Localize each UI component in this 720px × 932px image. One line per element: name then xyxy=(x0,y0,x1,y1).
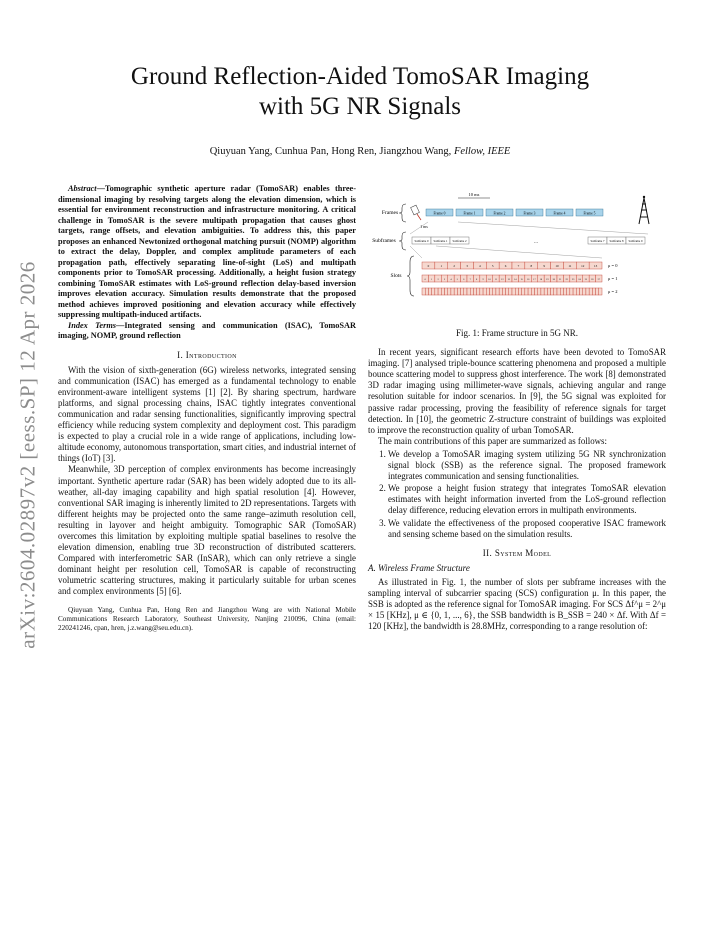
slot-box xyxy=(486,288,489,295)
slot-box xyxy=(547,288,550,295)
slot-box xyxy=(586,288,589,295)
slot-box xyxy=(441,288,444,295)
author-names: Qiuyuan Yang, Cunhua Pan, Hong Ren, Jiangzhou Wang, xyxy=(209,146,452,157)
slot-box xyxy=(589,288,592,295)
slot-box xyxy=(512,288,515,295)
figure-caption: Fig. 1: Frame structure in 5G NR. xyxy=(456,328,578,338)
slot-box xyxy=(563,288,566,295)
frames-label: Frames xyxy=(381,210,399,216)
subframe-label: Subframe 0 xyxy=(414,238,429,243)
subframe-label: Subframe 2 xyxy=(452,238,467,243)
contributions-list xyxy=(368,449,666,540)
slot-label: 8 xyxy=(530,264,533,268)
slot-box xyxy=(535,288,538,295)
slot-box xyxy=(477,288,480,295)
slot-label: 15 xyxy=(520,277,523,281)
slot-label: 26 xyxy=(591,277,594,281)
slots-row-mu1 xyxy=(422,275,602,282)
slot-label: 4 xyxy=(450,277,452,281)
slots-row-mu0 xyxy=(422,262,602,269)
frame-label: Frame 4 xyxy=(553,211,566,216)
frames-brace xyxy=(399,204,406,222)
slot-label: 19 xyxy=(546,277,549,281)
section-introduction-title: I. Introduction xyxy=(177,349,237,360)
slot-label: 22 xyxy=(565,277,568,281)
slot-label: 3 xyxy=(466,264,468,268)
slot-box xyxy=(483,288,486,295)
one-ms-label: 1 ms xyxy=(420,224,428,229)
slot-label: 21 xyxy=(559,277,562,281)
slot-label: 8 xyxy=(476,277,478,281)
slot-box xyxy=(570,288,573,295)
slot-label: 6 xyxy=(463,277,465,281)
slot-label: 27 xyxy=(597,277,600,281)
slot-label: 4 xyxy=(479,264,481,268)
slot-box xyxy=(445,288,448,295)
abstract xyxy=(58,184,356,321)
slot-label: 0 xyxy=(427,264,430,268)
slots-row-mu2 xyxy=(422,288,602,295)
figure-frame-structure xyxy=(368,184,666,322)
contribution-item: 2. We propose a height fusion strategy that integrates TomoSAR elevation estimates with height information inverted from the LoS-ground reflection delay difference, reducing elevation errors in multipath environments. xyxy=(388,483,666,516)
satellite-icon xyxy=(411,205,421,220)
index-terms-label: Index Terms xyxy=(68,320,117,330)
slot-label: 12 xyxy=(581,264,585,268)
slot-label: 5 xyxy=(491,264,494,268)
left-column xyxy=(58,184,356,633)
connector-line xyxy=(436,246,602,258)
slots-brace xyxy=(407,256,414,296)
slot-box xyxy=(473,288,476,295)
frame-label: Frame 0 xyxy=(433,211,446,216)
slot-box xyxy=(451,288,454,295)
slot-box xyxy=(496,288,499,295)
ten-ms-label: 10 ms xyxy=(468,192,480,197)
slot-label: 20 xyxy=(552,277,555,281)
slot-box xyxy=(599,288,602,295)
slot-label: 1 xyxy=(440,264,443,268)
slot-box xyxy=(493,288,496,295)
subframe-label: Subframe 9 xyxy=(628,238,643,243)
slot-box xyxy=(457,288,460,295)
frame-structure-diagram xyxy=(368,184,666,322)
subframe-label: Subframe 1 xyxy=(433,238,448,243)
slot-box xyxy=(538,288,541,295)
slot-box xyxy=(428,288,431,295)
slot-box xyxy=(583,288,586,295)
slots-label: Slots xyxy=(390,273,402,279)
slot-box xyxy=(461,288,464,295)
slot-box xyxy=(557,288,560,295)
subframes-row xyxy=(412,237,645,244)
abstract-label: Abstract xyxy=(68,184,97,193)
slot-box xyxy=(509,288,512,295)
slot-label: 7 xyxy=(469,277,471,281)
slot-label: 11 xyxy=(494,277,498,281)
index-terms xyxy=(58,321,356,342)
frame-label: Frame 5 xyxy=(583,211,596,216)
slot-label: 5 xyxy=(456,277,458,281)
slot-box xyxy=(480,288,483,295)
mu0-label: μ = 0 xyxy=(608,263,618,268)
slot-box xyxy=(435,288,438,295)
slot-label: 23 xyxy=(571,277,575,281)
slot-label: 14 xyxy=(514,277,517,281)
mu1-label: μ = 1 xyxy=(608,276,618,281)
slot-label: 13 xyxy=(593,264,598,268)
connector-line xyxy=(410,246,422,258)
slot-label: 17 xyxy=(533,277,536,281)
slot-box xyxy=(506,288,509,295)
slot-box xyxy=(554,288,557,295)
arxiv-stamp: arXiv:2604.02897v2 [eess.SP] 12 Apr 2026 xyxy=(15,261,40,649)
slot-label: 3 xyxy=(443,277,446,281)
slot-box xyxy=(576,288,579,295)
contribution-item: 1. We develop a TomoSAR imaging system utilizing 5G NR synchronization signal block (SSB) as the reference signal. The proposed framework integrates communication and sensing functionalities. xyxy=(388,449,666,482)
slot-box xyxy=(522,288,525,295)
slot-label: 6 xyxy=(504,264,507,268)
authors xyxy=(60,146,660,157)
frame-label: Frame 1 xyxy=(463,211,476,216)
slot-box xyxy=(596,288,599,295)
frame-label: Frame 3 xyxy=(523,211,536,216)
slot-box xyxy=(544,288,547,295)
slot-box xyxy=(438,288,441,295)
slot-box xyxy=(567,288,570,295)
slot-label: 25 xyxy=(584,277,588,281)
tower-icon xyxy=(639,196,649,224)
footnote: Qiuyuan Yang, Cunhua Pan, Hong Ren and Jiangzhou Wang are with National Mobile Communications Research Laboratory, Southeast University, Nanjing 210096, China (email: 220241246, cpan, hren, j.z.wang@seu.edu.cn). xyxy=(58,605,356,632)
slot-box xyxy=(499,288,502,295)
slot-box xyxy=(541,288,544,295)
slot-label: 0 xyxy=(424,277,426,281)
slot-label: 18 xyxy=(539,277,543,281)
slot-box xyxy=(531,288,534,295)
slot-box xyxy=(592,288,595,295)
right-column xyxy=(368,184,666,632)
slot-box xyxy=(470,288,473,295)
connector-line xyxy=(458,222,648,234)
slot-label: 1 xyxy=(431,277,433,281)
slot-box xyxy=(432,288,435,295)
slot-label: 10 xyxy=(488,277,491,281)
slot-box xyxy=(560,288,563,295)
slot-box xyxy=(454,288,457,295)
slot-box xyxy=(467,288,470,295)
subframe-label: Subframe 8 xyxy=(609,238,624,243)
system-model-paragraph: As illustrated in Fig. 1, the number of slots per subframe increases with the sampling interval of subcarrier spacing (SCS) configuration μ. In this paper, the SSB is adopted as the reference signal for TomoSAR imaging. For SCS Δf^μ = 2^μ × 15 [KHz], μ ∈ {0, 1, ..., 6}, the SSB bandwidth is B_SSB = 240 × Δf. With Δf = 120 [KHz], the bandwidth is 28.8MHz, corresponding to a range resolution of: xyxy=(368,576,666,632)
slot-box xyxy=(528,288,531,295)
frame-label: Frame 2 xyxy=(493,211,506,216)
slot-box xyxy=(518,288,521,295)
author-fellow: Fellow, IEEE xyxy=(453,146,511,157)
slot-box xyxy=(425,288,428,295)
slot-label: 7 xyxy=(517,264,520,268)
intro-paragraph-1: With the vision of sixth-generation (6G) wireless networks, integrated sensing and communication (ISAC) has emerged as a fundamental technology to enable environment-aware intelligent systems [1] [2]. By sharing spectrum, hardware platforms, and signal processing chains, ISAC tightly integrates conventional communication and radar sensing functionalities, significantly improving spectral efficiency while reducing system complexity and deployment cost. This paradigm is expected to play a crucial role in a wide range of applications, including low-altitude economy, autonomous transportation, smart cities, and industrial internet of things (IoT) [3]. xyxy=(58,364,356,464)
slot-label: 24 xyxy=(578,277,581,281)
slot-label: 11 xyxy=(568,264,572,268)
slot-box xyxy=(422,288,425,295)
slot-box xyxy=(573,288,576,295)
index-terms-text: —Integrated sensing and communication (ISAC), TomoSAR imaging, NOMP, ground reflection xyxy=(58,320,356,340)
slot-label: 13 xyxy=(507,277,510,281)
slot-box xyxy=(551,288,554,295)
mu2-label: μ = 2 xyxy=(608,289,618,294)
intro-paragraph-2: Meanwhile, 3D perception of complex environments has become increasingly important. Synthetic aperture radar (SAR) has been widely adopted due to its all-weather, all-day imaging capability and high spatial resolution [4]. However, conventional SAR imaging is inherently limited to 2D representations. Targets with different heights may be projected onto the same range–azimuth resolution cell, resulting in layover and height ambiguity. Tomographic SAR (TomoSAR) overcomes this limitation by exploiting multiple spatial baselines to resolve the elevation dimension, enabling true 3D reconstruction of distributed scatterers. Compared with interferometric SAR (InSAR), which can only retrieve a single dominant height per resolution cell, TomoSAR is capable of reconstructing volumetric scattering structures, making it particularly suitable for urban scenes and complex environments [5] [6]. xyxy=(58,464,356,597)
related-work-paragraph: In recent years, significant research efforts have been devoted to TomoSAR imaging. [7] analysed triple-bounce scattering phenomena and proposed a multiple bounce scattering model to suppress ghost interference. The work [8] demonstrated 3D radar imaging using millimeter-wave signals, achieving angular and range resolution suitable for indoor scenarios. In [9], the 5G signal was exploited for passive radar processing, proving the feasibility of reference signals for target detection. In [10], the geometric Z-structure constraint of buildings was exploited to improve the reconstruction quality of urban TomoSAR. xyxy=(368,347,666,435)
slot-box xyxy=(448,288,451,295)
slot-label: 16 xyxy=(526,277,530,281)
slot-label: 9 xyxy=(543,264,545,268)
section-system-model-title: II. System Model xyxy=(482,547,552,558)
frames-row xyxy=(426,209,603,216)
slot-box xyxy=(525,288,528,295)
slot-label: 2 xyxy=(453,264,455,268)
slot-box xyxy=(464,288,467,295)
slot-box xyxy=(502,288,505,295)
contributions-intro: The main contributions of this paper are summarized as follows: xyxy=(378,435,607,446)
subframes-label: Subframes xyxy=(372,238,396,244)
slot-box xyxy=(515,288,518,295)
slot-label: 10 xyxy=(555,264,559,268)
slot-label: 9 xyxy=(482,277,484,281)
subsection-frame-structure-title: A. Wireless Frame Structure xyxy=(368,562,470,573)
title-line-1: Ground Reflection-Aided TomoSAR Imaging xyxy=(130,63,590,90)
slot-box xyxy=(580,288,583,295)
slot-label: 2 xyxy=(437,277,439,281)
title-line-2: with 5G NR Signals xyxy=(258,93,462,120)
slot-box xyxy=(490,288,493,295)
contribution-item: 3. We validate the effectiveness of the proposed cooperative ISAC framework and sensing scheme based on the simulation results. xyxy=(388,518,666,540)
subframes-ellipsis: ... xyxy=(534,240,538,245)
subframe-label: Subframe 7 xyxy=(590,238,605,243)
subframes-brace xyxy=(399,232,406,250)
abstract-text: —Tomographic synthetic aperture radar (TomoSAR) enables three-dimensional imaging by resolving targets along the elevation dimension, which is essential for environment reconstruction and infrastructure monitoring. A critical challenge in TomoSAR is the severe multipath propagation that causes ghost targets, range offsets, and elevation ambiguities. To address this, this paper proposes an enhanced Newtonized orthogonal matching pursuit (NOMP) algorithm to extract the delay, Doppler, and complex amplitude parameters of each propagation path, effectively separating line-of-sight (LoS) and multipath components prior to TomoSAR processing. Additionally, a height fusion strategy combining TomoSAR estimates with LoS-ground reflection delay-based inversion improves elevation accuracy. Simulation results demonstrate that the proposed method achieves improved positioning and elevation accuracy while effectively suppressing multipath-induced artifacts. xyxy=(58,184,356,319)
slot-label: 12 xyxy=(501,277,504,281)
paper-title xyxy=(60,62,660,122)
